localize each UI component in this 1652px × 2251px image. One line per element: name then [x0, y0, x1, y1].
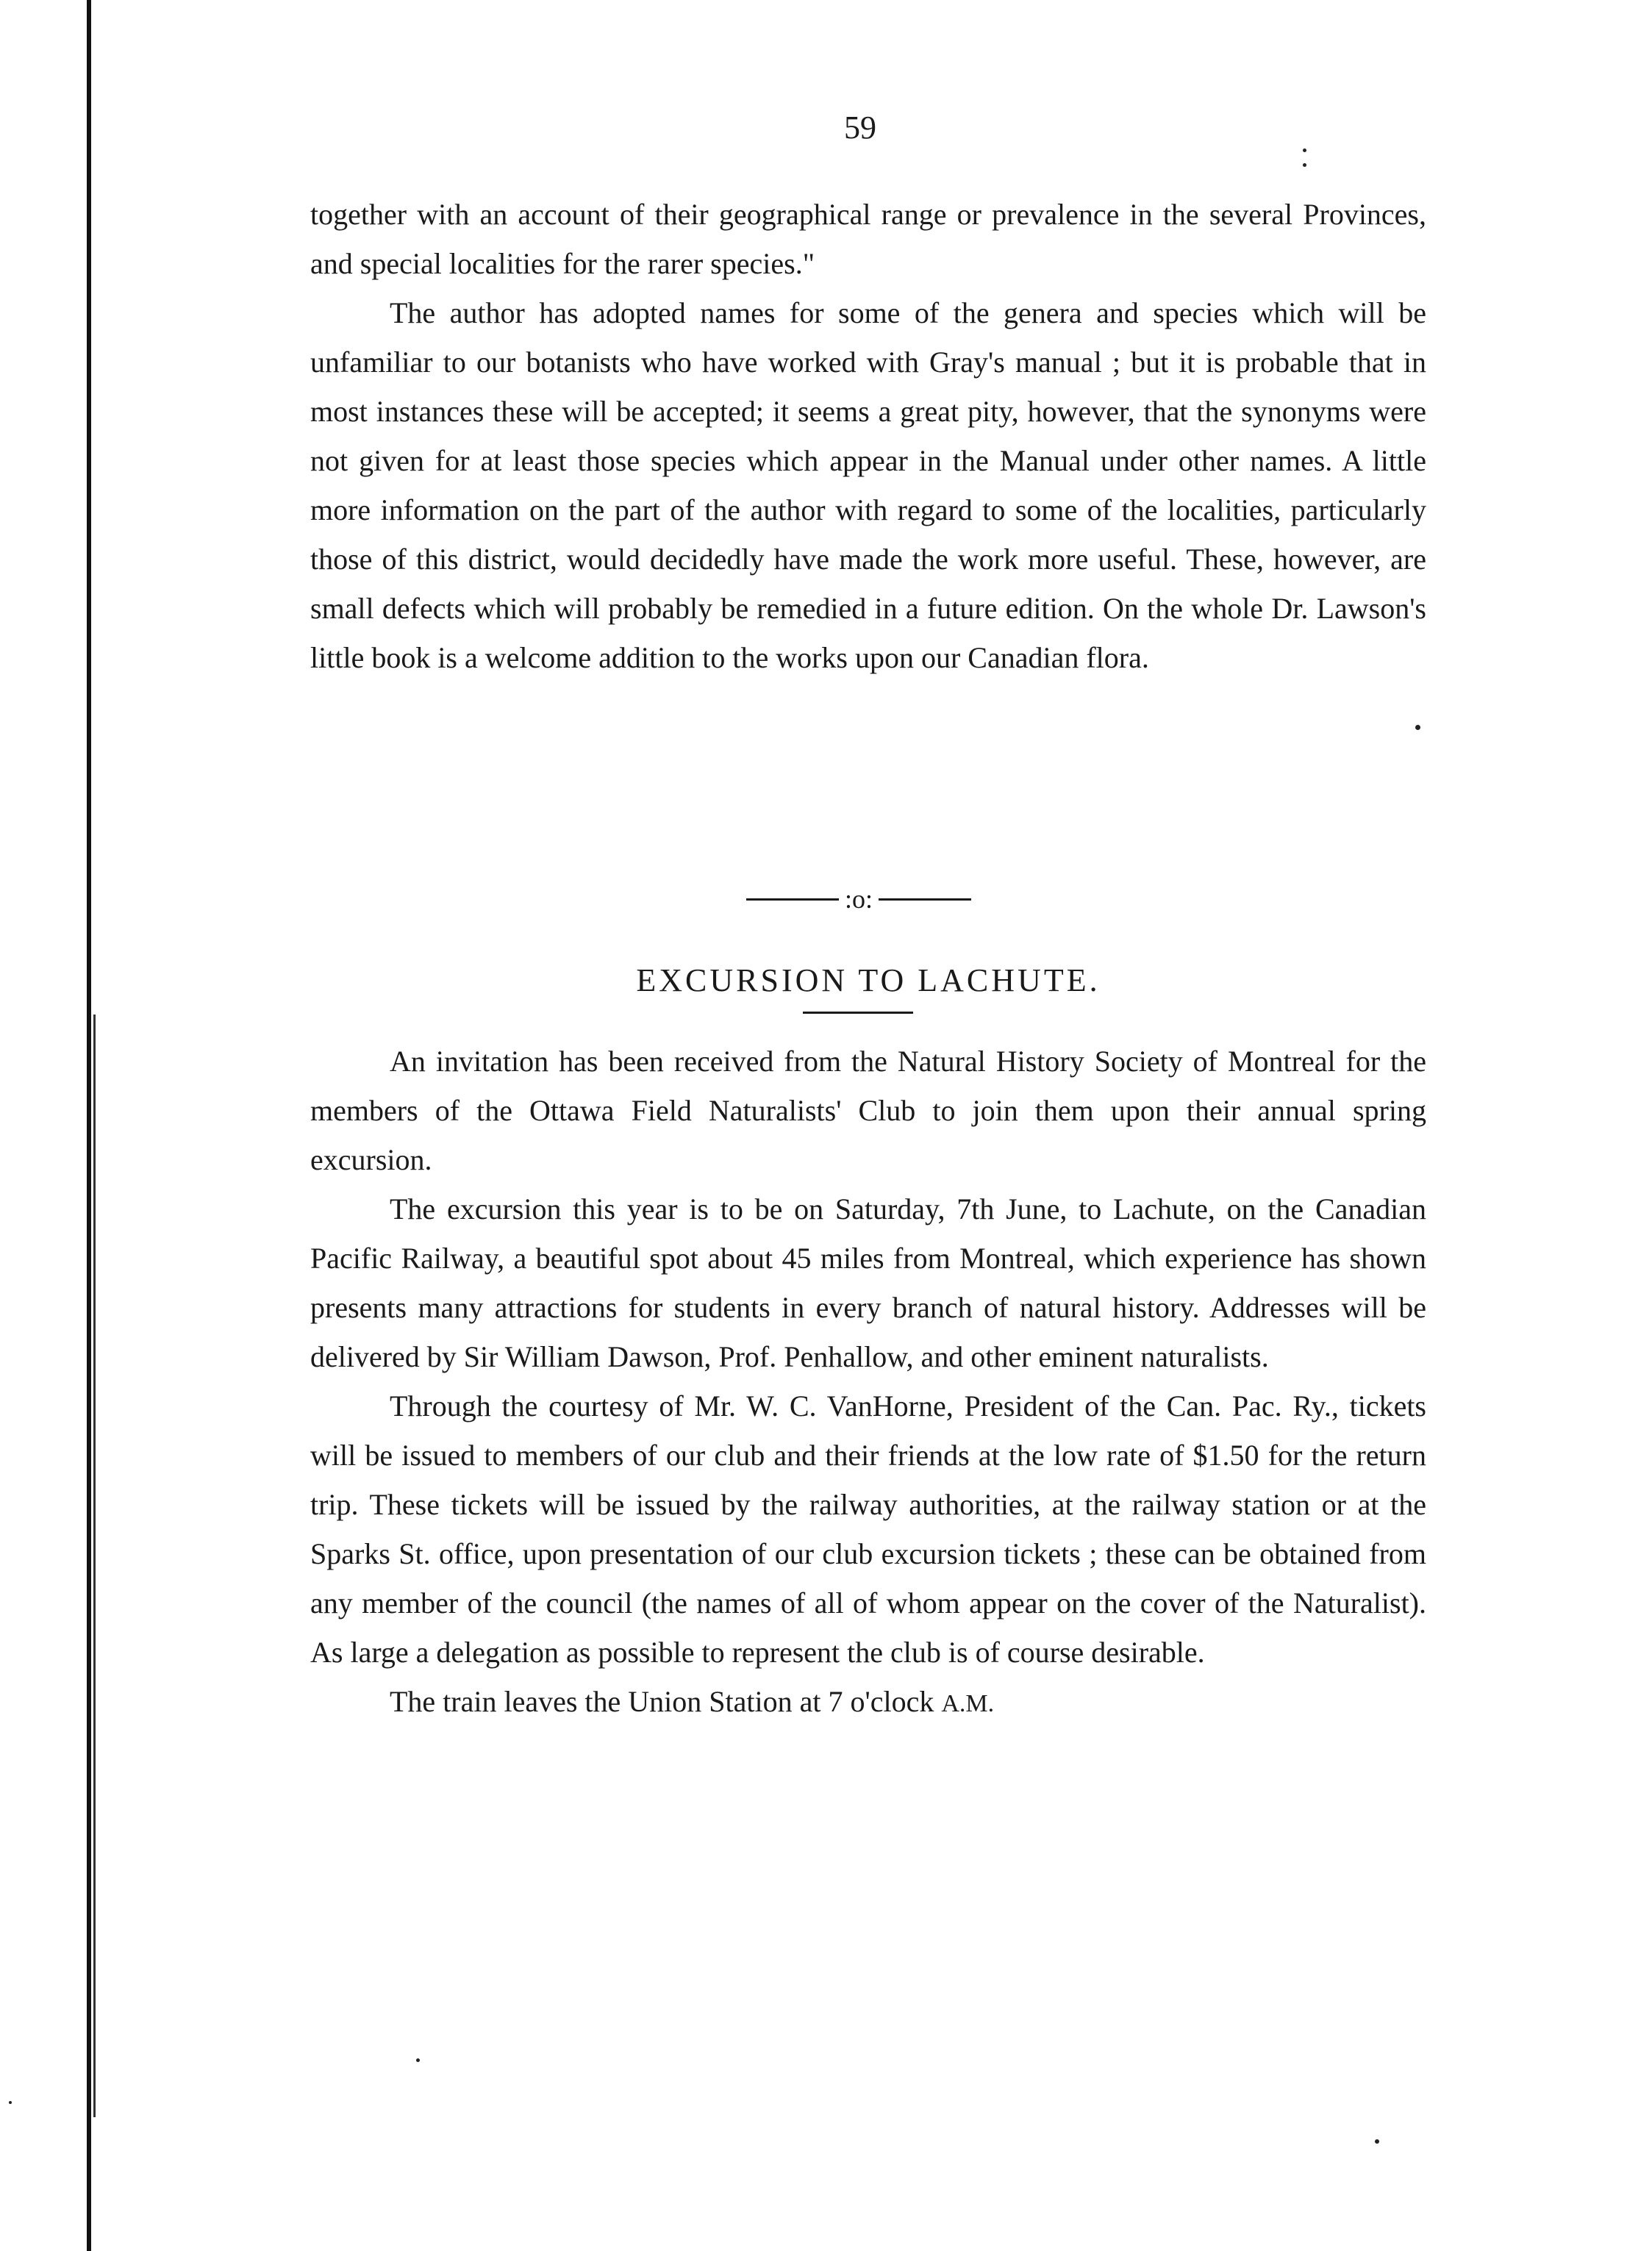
title-underline-rule — [803, 1012, 913, 1014]
divider-mark: :o: — [844, 884, 873, 914]
print-speck — [416, 2058, 420, 2062]
divider-dash-right — [879, 898, 971, 901]
print-speck — [1303, 163, 1306, 167]
paragraph: An invitation has been received from the Natural History Society of Montreal for the members of the Ottawa Field Naturalists' Club to join them upon their annual spring excursion. — [310, 1045, 1426, 1176]
review-continuation — [310, 190, 1426, 682]
binding-edge-line — [87, 0, 91, 2251]
print-speck — [1375, 2139, 1379, 2144]
print-speck — [1303, 148, 1306, 152]
paragraph: Through the courtesy of Mr. W. C. VanHorne, President of the Can. Pac. Ry., tickets will be issued to members of our club and their friends at the low rate of $1.50 for the return trip. These tickets will be issued by the railway authorities, at the railway station or at the Sparks St. office, upon presentation of our club excursion tickets ; these can be obtained from any member of the council (the names of all of whom appear on the cover of the Naturalist). As large a delegation as possible to represent the club is of course desirable. — [310, 1389, 1426, 1669]
final-line-text: The train leaves the Union Station at 7 o'clock — [390, 1685, 934, 1718]
time-abbreviation: A.M. — [941, 1690, 995, 1717]
print-speck — [9, 2101, 12, 2104]
section-divider — [734, 881, 984, 917]
final-paragraph — [310, 1677, 1426, 1728]
binding-edge-shadow — [93, 1014, 96, 2117]
paragraph: The excursion this year is to be on Saturday, 7th June, to Lachute, on the Canadian Pacific Railway, a beautiful spot about 45 miles from Montreal, which experience has shown presents many attractions for students in every branch of natural history. Addresses will be delivered by Sir William Dawson, Prof. Penhallow, and other eminent naturalists. — [310, 1192, 1426, 1373]
divider-dash-left — [746, 898, 839, 901]
page-number: 59 — [844, 110, 876, 146]
excursion-article — [310, 1037, 1426, 1728]
paragraph: The author has adopted names for some of the genera and species which will be unfamiliar to our botanists who have worked with Gray's manual ; but it is probable that in most instances these will be accepted; it seems a great pity, however, that the synonyms were not given for at least those species which appear in the Manual under other names. A little more information on the part of the author with regard to some of the localities, particularly those of this district, would decidedly have made the work more useful. These, however, are small defects which will probably be remedied in a future edition. On the whole Dr. Lawson's little book is a welcome addition to the works upon our Canadian flora. — [310, 296, 1426, 674]
print-speck — [1415, 725, 1420, 730]
section-title: EXCURSION TO LACHUTE. — [636, 962, 1101, 998]
paragraph: together with an account of their geographical range or prevalence in the several Provinces, and special localities for the rarer species." — [310, 198, 1426, 280]
